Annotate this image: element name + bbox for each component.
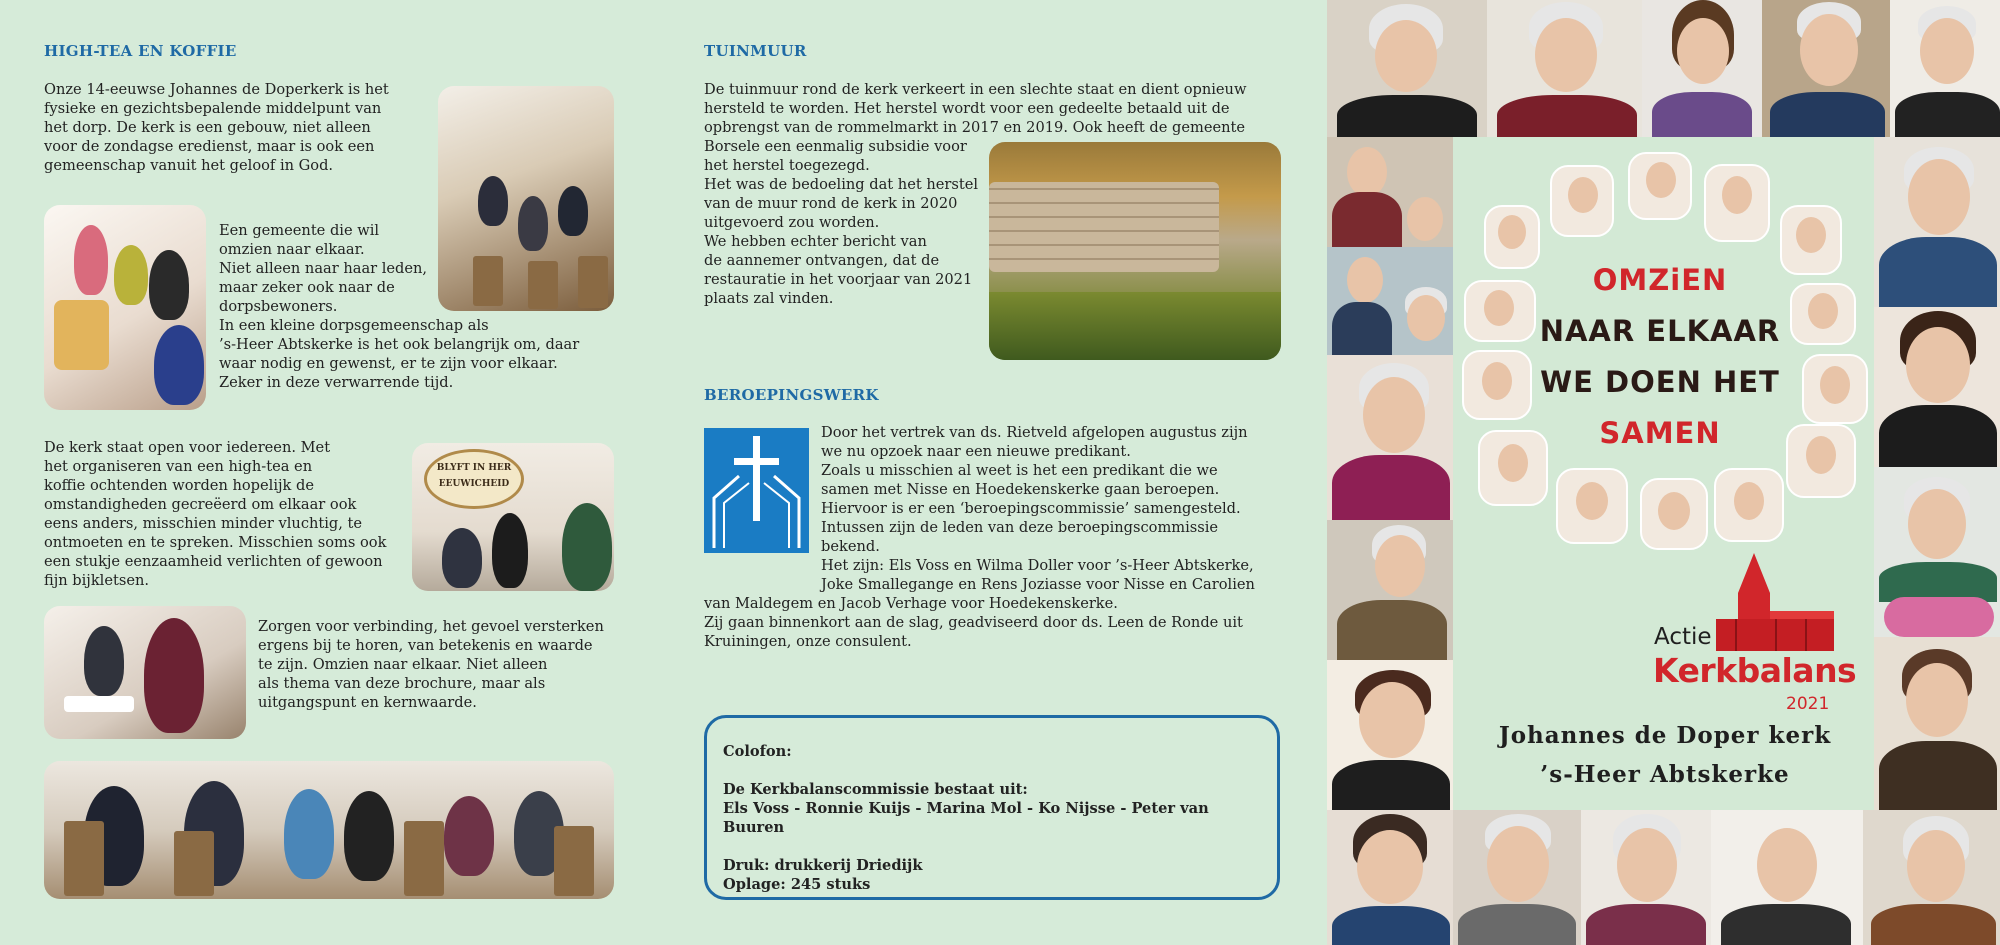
portrait-body [1458, 904, 1576, 945]
paragraph-gemeente [219, 221, 599, 316]
portrait-face [1407, 197, 1443, 241]
text-line: Onze 14-eeuwse Johannes de Doperkerk is het [44, 81, 389, 98]
text-line: de aannemer ontvangen, dat de [704, 252, 940, 269]
paragraph-verbinding [258, 617, 638, 712]
text-line: waar nodig en gewenst, er te zijn voor elkaar. [219, 355, 558, 372]
portrait-body [1895, 92, 2000, 137]
portrait-body [1332, 906, 1450, 945]
portrait-tile [1874, 637, 2000, 810]
kerkbalans-church-icon [1716, 553, 1836, 651]
text-line: De tuinmuur rond de kerk verkeert in een slechte staat en dient opnieuw [704, 81, 1247, 98]
portrait-face [1576, 482, 1608, 520]
text-line: plaats zal vinden. [704, 290, 834, 307]
ring-portrait [1484, 205, 1540, 269]
text-line: van de muur rond de kerk in 2020 [704, 195, 958, 212]
portrait-face [1347, 257, 1383, 303]
text-line: een stukje eenzaamheid verlichten of gewoon [44, 553, 383, 570]
photo-person [444, 796, 494, 876]
photo-chair [404, 821, 444, 896]
portrait-body [1332, 760, 1450, 810]
portrait-face [1407, 295, 1445, 341]
portrait-face [1359, 682, 1425, 758]
portrait-body [1332, 302, 1392, 355]
colofon-druk: Druk: drukkerij Driedijk [723, 857, 923, 874]
text-line: Hiervoor is er een ‘beroepingscommissie’ samengesteld. [821, 500, 1241, 517]
colofon-oplage: Oplage: 245 stuks [723, 876, 871, 893]
text-line: In een kleine dorpsgemeenschap als [219, 317, 489, 334]
portrait-body [1337, 95, 1477, 137]
cross-icon [704, 428, 809, 553]
section-title-tuinmuur: TUINMUUR [704, 42, 807, 60]
portrait-tile [1762, 0, 1890, 137]
paragraph-beroeping-bottom [704, 594, 1304, 651]
portrait-body [1879, 405, 1997, 467]
text-line: Het zijn: Els Voss en Wilma Doller voor ’s-Heer Abtskerke, [821, 557, 1254, 574]
portrait-tile [1327, 810, 1453, 945]
portrait-face [1347, 147, 1387, 197]
portrait-body [1652, 92, 1752, 137]
portrait-tile [1327, 660, 1453, 810]
photo-plate [64, 696, 134, 712]
text-line: Intussen zijn de leden van deze beroepingscommissie [821, 519, 1219, 536]
text-line: ’s-Heer Abtskerke is het ook belangrijk om, daar [219, 336, 580, 353]
text-line: koffie ochtenden worden hopelijk de [44, 477, 314, 494]
text-line: De kerk staat open voor iedereen. Met [44, 439, 331, 456]
text-line: we nu opzoek naar een nieuwe predikant. [821, 443, 1131, 460]
photo-person [74, 225, 108, 295]
portrait-face [1920, 18, 1974, 84]
portrait-body [1332, 192, 1402, 247]
photo-chair [64, 821, 104, 896]
text-line: Niet alleen naar haar leden, [219, 260, 428, 277]
photo-wall-bricks [989, 182, 1219, 272]
portrait-face [1906, 663, 1968, 737]
church-cross-logo [704, 428, 809, 553]
text-line: ergens bij te horen, van betekenis en waarde [258, 637, 593, 654]
portrait-face [1734, 482, 1764, 520]
text-line: eens anders, misschien minder vluchtig, te [44, 515, 363, 532]
photo-person [478, 176, 508, 226]
photo-person [284, 789, 334, 879]
portrait-tile [1453, 810, 1581, 945]
church-name: Johannes de Doper kerk [1498, 722, 1832, 749]
photo-person [114, 245, 148, 305]
portrait-face [1535, 18, 1597, 92]
portrait-face [1722, 176, 1752, 214]
photo-person [144, 618, 204, 733]
portrait-face [1357, 830, 1423, 904]
portrait-face [1800, 14, 1858, 86]
portrait-face [1375, 535, 1425, 597]
ring-portrait [1640, 478, 1708, 550]
text-line: Het was de bedoeling dat het herstel [704, 176, 979, 193]
portrait-tile [1874, 467, 2000, 637]
portrait-body [1337, 600, 1447, 660]
photo-women-table [44, 205, 206, 410]
portrait-face [1757, 828, 1817, 902]
portrait-tile [1327, 520, 1453, 660]
portrait-tile [1327, 0, 1487, 137]
text-line: het dorp. De kerk is een gebouw, niet alleen [44, 119, 371, 136]
photo-person [84, 626, 124, 696]
portrait-body [1879, 237, 1997, 307]
portrait-tile [1327, 247, 1453, 355]
text-line: uitgangspunt en kernwaarde. [258, 694, 477, 711]
portrait-face [1906, 327, 1970, 403]
ring-portrait [1704, 164, 1770, 242]
portrait-body [1586, 904, 1706, 945]
portrait-face [1658, 492, 1690, 530]
portrait-tile [1863, 810, 2000, 945]
text-line: Borsele een eenmalig subsidie voor [704, 138, 967, 155]
text-line: voor de zondagse eredienst, maar is ook een [44, 138, 375, 155]
portrait-body [1497, 95, 1637, 137]
photo-person [492, 513, 528, 588]
photo-chair [554, 826, 594, 896]
text-line: opbrengst van de rommelmarkt in 2017 en 2019. Ook heeft de gemeente [704, 119, 1246, 136]
portrait-body [1879, 562, 1997, 602]
text-line: omstandigheden gecreëerd om elkaar ook [44, 496, 357, 513]
portrait-tile [1487, 0, 1642, 137]
village-name: ’s-Heer Abtskerke [1540, 761, 1790, 788]
photo-person [442, 528, 482, 588]
photo-chair [174, 831, 214, 896]
colofon-members: Els Voss - Ronnie Kuijs - Marina Mol - Ko Nijsse - Peter van Buuren [723, 800, 1209, 836]
portrait-face [1617, 828, 1677, 902]
ring-portrait [1550, 165, 1614, 237]
portrait-face [1363, 377, 1425, 453]
photo-cake-stand [54, 300, 109, 370]
text-line: fijn bijkletsen. [44, 572, 150, 589]
slogan-line-samen: SAMEN [1599, 416, 1721, 450]
text-line: te zijn. Omzien naar elkaar. Niet alleen [258, 656, 548, 673]
slogan-line-naar-elkaar: NAAR ELKAAR [1539, 314, 1781, 348]
text-line: uitgevoerd zou worden. [704, 214, 880, 231]
portrait-face [1908, 159, 1970, 235]
wall-text: BLYFT IN HER [436, 463, 512, 473]
slogan-line-omzien: OMZiEN [1592, 263, 1728, 297]
text-line: Joke Smallegange en Rens Joziasse voor Nisse en Carolien [821, 576, 1255, 593]
colofon-title: Colofon: [723, 743, 792, 760]
text-line: bekend. [821, 538, 880, 555]
ring-portrait [1714, 468, 1784, 542]
paragraph-kerk-open [44, 438, 424, 590]
wall-plaque [424, 449, 524, 509]
photo-men-table [44, 606, 246, 739]
logo-year: 2021 [1786, 694, 1830, 714]
text-line: Door het vertrek van ds. Rietveld afgelopen augustus zijn [821, 424, 1248, 441]
portrait-face [1908, 489, 1966, 559]
photo-person [154, 325, 204, 405]
portrait-tile [1874, 307, 2000, 467]
slogan-line-we-doen-het: WE DOEN HET [1540, 365, 1780, 399]
paragraph-beroeping-top [821, 423, 1301, 594]
portrait-body [1770, 92, 1885, 137]
section-title-high-tea: HIGH-TEA EN KOFFIE [44, 42, 237, 60]
paragraph-kerk [44, 80, 444, 175]
text-line: hersteld te worden. Het herstel wordt voor een gedeelte betaald uit de [704, 100, 1230, 117]
photo-brick-wall [989, 142, 1281, 360]
portrait-tile [1711, 810, 1863, 945]
wall-text: EEUWICHEID [438, 479, 510, 489]
paragraph-dorpsgemeenschap [219, 316, 639, 392]
text-line: van Maldegem en Jacob Verhage voor Hoedekenskerke. [704, 595, 1118, 612]
text-line: dorpsbewoners. [219, 298, 338, 315]
text-line: als thema van deze brochure, maar als [258, 675, 546, 692]
text-line: Zeker in deze verwarrende tijd. [219, 374, 454, 391]
text-line: restauratie in het voorjaar van 2021 [704, 271, 973, 288]
text-line: Zij gaan binnenkort aan de slag, geadviseerd door ds. Leen de Ronde uit [704, 614, 1243, 631]
colofon-commissie-label: De Kerkbalanscommissie bestaat uit: [723, 781, 1028, 798]
photo-person [344, 791, 394, 881]
ring-portrait [1628, 152, 1692, 220]
portrait-face [1568, 177, 1598, 213]
photo-church-wall [412, 443, 614, 591]
spacer [723, 761, 1261, 780]
section-title-beroepingswerk: BEROEPINGSWERK [704, 386, 879, 404]
text-line: fysieke en gezichtsbepalende middelpunt van [44, 100, 382, 117]
text-line: We hebben echter bericht van [704, 233, 927, 250]
portrait-face [1796, 217, 1826, 253]
text-line: omzien naar elkaar. [219, 241, 365, 258]
logo-actie: Actie [1654, 624, 1712, 650]
portrait-face [1646, 162, 1676, 198]
colofon-box [704, 715, 1280, 900]
portrait-body [1721, 904, 1851, 945]
spacer [723, 837, 1261, 856]
portrait-body [1871, 904, 1996, 945]
text-line: Een gemeente die wil [219, 222, 380, 239]
photo-person [562, 503, 612, 591]
text-line: Zoals u misschien al weet is het een predikant die we [821, 462, 1218, 479]
portrait-flowers [1884, 597, 1994, 637]
portrait-face [1375, 20, 1437, 92]
photo-grass [989, 292, 1281, 360]
text-line: gemeenschap vanuit het geloof in God. [44, 157, 334, 174]
text-line: ontmoeten en te spreken. Misschien soms ook [44, 534, 387, 551]
text-line: Kruiningen, onze consulent. [704, 633, 912, 650]
text-line: maar zeker ook naar de [219, 279, 395, 296]
portrait-tile [1581, 810, 1711, 945]
portrait-body [1879, 741, 1997, 810]
photo-group-wide [44, 761, 614, 899]
portrait-body [1332, 455, 1450, 520]
text-line: het organiseren van een high-tea en [44, 458, 313, 475]
portrait-tile [1874, 137, 2000, 307]
portrait-face [1907, 830, 1965, 902]
portrait-face [1498, 215, 1526, 249]
text-line: het herstel toegezegd. [704, 157, 870, 174]
text-line: samen met Nisse en Hoedekenskerke gaan beroepen. [821, 481, 1220, 498]
logo-kerkbalans: Kerkbalans [1653, 651, 1857, 690]
portrait-tile [1327, 355, 1453, 520]
portrait-face [1677, 18, 1729, 84]
photo-person [149, 250, 189, 320]
portrait-tile [1890, 0, 2000, 137]
portrait-tile [1642, 0, 1762, 137]
portrait-face [1487, 826, 1549, 902]
ring-portrait [1556, 468, 1628, 544]
text-line: Zorgen voor verbinding, het gevoel versterken [258, 618, 604, 635]
portrait-tile [1327, 137, 1453, 247]
